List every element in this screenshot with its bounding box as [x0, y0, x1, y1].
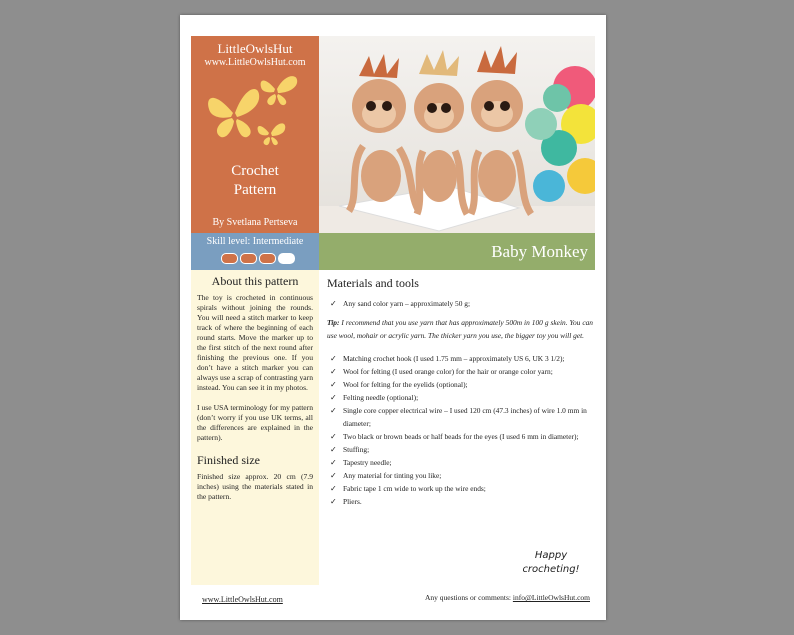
finished-size-heading: Finished size	[197, 453, 260, 467]
check-icon: ✓	[330, 393, 337, 402]
skill-level-dot	[240, 253, 257, 264]
list-item-text: Pliers.	[343, 497, 362, 506]
list-item-text: Matching crochet hook (I used 1.75 mm – approximately US 6, UK 3 1/2);	[343, 354, 565, 363]
list-item	[327, 378, 593, 391]
check-icon: ✓	[330, 458, 337, 467]
list-item-text: Wool for felting (I used orange color) for the hair or orange color yarn;	[343, 367, 553, 376]
footer-website-link[interactable]: www.LittleOwlsHut.com	[202, 595, 283, 604]
materials-section	[327, 273, 593, 508]
list-item-text: Any sand color yarn – approximately 50 g;	[343, 299, 471, 308]
about-paragraph: The toy is crocheted in continuous spirals without joining the rounds. You will need a stitch marker to keep track of where the beginning of each round starts. Move the marker up to the first stitch of the next round after finishing the previous one. If you don’t have a stitch marker you can always use a scrap of contrasting yarn instead. You can see it in my photos.	[197, 293, 313, 392]
signoff-line: Happy	[534, 550, 568, 561]
product-photo	[319, 36, 595, 233]
list-item	[327, 495, 593, 508]
left-info-panel	[191, 270, 319, 585]
about-paragraph: I use USA terminology for my pattern (don’t worry if you use UK terms, all the differences are explained in the pattern).	[197, 403, 313, 442]
about-heading: About this pattern	[211, 274, 299, 288]
list-item	[327, 469, 593, 482]
contact-email-link[interactable]: info@LittleOwlsHut.com	[512, 593, 590, 602]
pattern-kind: Crochet Pattern	[231, 163, 279, 198]
list-item	[327, 404, 593, 430]
skill-level-meter	[221, 253, 295, 264]
list-item	[327, 352, 593, 365]
pattern-title: Baby Monkey	[319, 233, 595, 270]
skill-level-panel	[191, 233, 319, 270]
list-item-text: Single core copper electrical wire – I used 120 cm (47.3 inches) of wire 1.0 mm in diameter;	[343, 406, 587, 428]
materials-list	[327, 352, 593, 508]
check-icon: ✓	[330, 432, 337, 441]
skill-level-dot	[259, 253, 276, 264]
brand-panel	[191, 36, 319, 233]
list-item-text: Fabric tape 1 cm wide to work up the wire ends;	[343, 484, 486, 493]
check-icon: ✓	[330, 471, 337, 480]
tip-body: I recommend that you use yarn that has approximately 500m in 100 g skein. You can use wool, mohair or acrylic yarn. The thicker yarn you use, the bigger toy you will get.	[327, 318, 593, 340]
check-icon: ✓	[330, 484, 337, 493]
check-icon: ✓	[330, 380, 337, 389]
list-item	[327, 365, 593, 378]
list-item	[327, 443, 593, 456]
brand-name: LittleOwlsHut	[217, 41, 293, 56]
list-item-text: Any material for tinting you like;	[343, 471, 442, 480]
list-item-text: Two black or brown beads or half beads for the eyes (I used 6 mm in diameter);	[343, 432, 579, 441]
check-icon: ✓	[330, 354, 337, 363]
check-icon: ✓	[330, 497, 337, 506]
check-icon: ✓	[330, 299, 337, 308]
list-item	[327, 482, 593, 495]
tip-text	[327, 316, 593, 342]
list-item	[327, 297, 593, 310]
list-item	[327, 456, 593, 469]
list-item-text: Felting needle (optional);	[343, 393, 419, 402]
check-icon: ✓	[330, 445, 337, 454]
about-text	[191, 293, 319, 443]
pattern-page	[180, 15, 606, 620]
signoff-line: crocheting!	[522, 564, 580, 575]
footer-contact	[425, 593, 590, 602]
contact-label: Any questions or comments:	[424, 593, 513, 602]
list-item	[327, 391, 593, 404]
skill-level-dot	[221, 253, 238, 264]
check-icon: ✓	[330, 367, 337, 376]
author-name: By Svetlana Pertseva	[212, 217, 298, 228]
finished-size-text: Finished size approx. 20 cm (7.9 inches) using the materials stated in the pattern.	[197, 472, 313, 501]
list-item-text: Wool for felting for the eyelids (optional);	[343, 380, 468, 389]
list-item-text: Stuffing;	[343, 445, 370, 454]
list-item-text: Tapestry needle;	[343, 458, 392, 467]
signoff	[516, 549, 586, 577]
check-icon: ✓	[330, 406, 337, 415]
list-item	[327, 430, 593, 443]
tip-label: Tip:	[327, 318, 340, 327]
materials-heading: Materials and tools	[327, 276, 419, 290]
skill-level-label: Skill level: Intermediate	[206, 236, 304, 247]
brand-url: www.LittleOwlsHut.com	[204, 57, 306, 68]
skill-level-dot	[278, 253, 295, 264]
butterfly-icon	[205, 71, 305, 156]
